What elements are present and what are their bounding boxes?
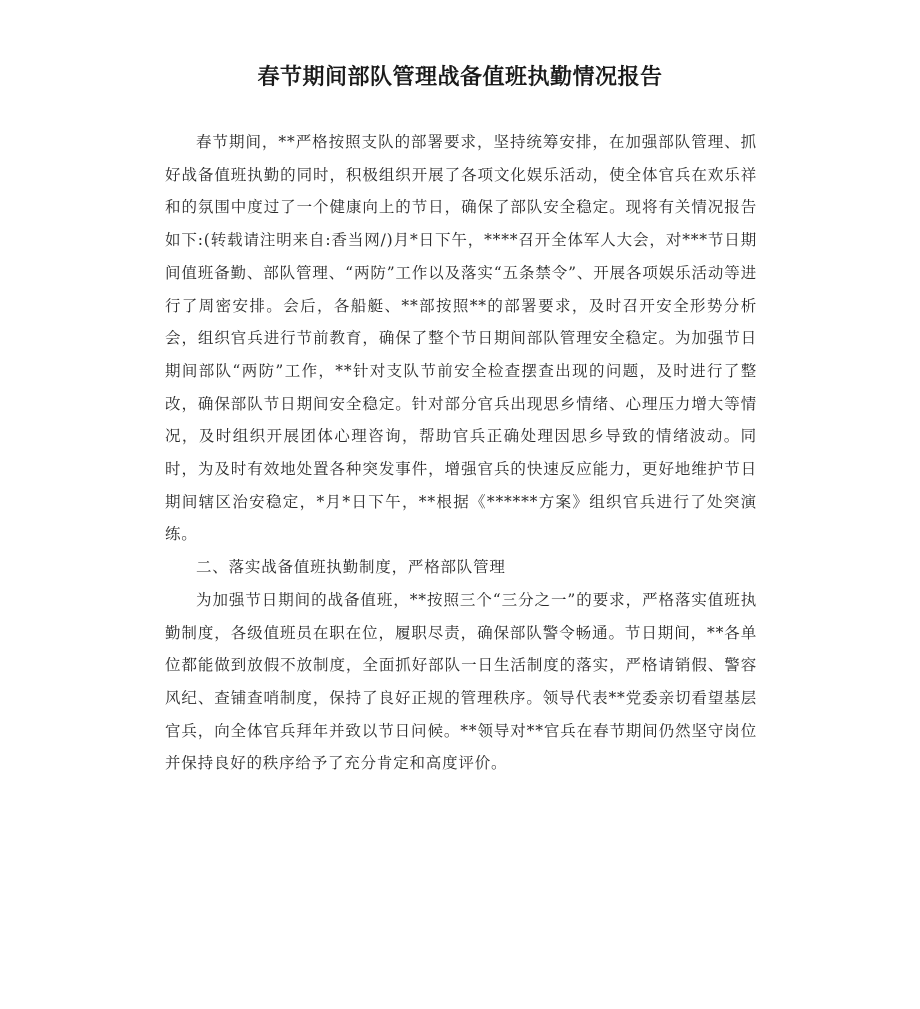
section-heading-2: 二、落实战备值班执勤制度，严格部队管理: [196, 558, 506, 577]
paragraph-intro: 春节期间，**严格按照支队的部署要求，坚持统筹安排，在加强部队管理、抓好战备值班执勤的同时，积极组织开展了各项文化娱乐活动，使全体官兵在欢乐祥和的氛围中度过了一个健康向上的节日，确保了部队安全稳定。现将有关情况报告如下:(转载请注明来自:香当网/)月*日下午，****召开全体军人大会，对***节日期间值班备勤、部队管理、“两防”工作以及落实“五条禁令”、开展各项娱乐活动等进行了周密安排。会后，各船艇、**部按照**的部署要求，及时召开安全形势分析会，组织官兵进行节前教育，确保了整个节日期间部队管理安全稳定。为加强节日期间部队“两防”工作，**针对支队节前安全检查摆查出现的问题，及时进行了整改，确保部队节日期间安全稳定。针对部分官兵出现思乡情绪、心理压力增大等情况，及时组织开展团体心理咨询，帮助官兵正确处理因思乡导致的情绪波动。同时，为及时有效地处置各种突发事件，增强官兵的快速反应能力，更好地维护节日期间辖区治安稳定，*月*日下午，**根据《******方案》组织官兵进行了处突演练。: [165, 133, 757, 544]
document-body: [165, 126, 757, 780]
paragraph-section-2: 为加强节日期间的战备值班，**按照三个“三分之一”的要求，严格落实值班执勤制度，各级值班员在职在位，履职尽责，确保部队警令畅通。节日期间，**各单位都能做到放假不放制度，全面抓好部队一日生活制度的落实，严格请销假、警容风纪、查铺查哨制度，保持了良好正规的管理秩序。领导代表**党委亲切看望基层官兵，向全体官兵拜年并致以节日问候。**领导对**官兵在春节期间仍然坚守岗位并保持良好的秩序给予了充分肯定和高度评价。: [165, 590, 757, 773]
document-title: 春节期间部队管理战备值班执勤情况报告: [257, 65, 663, 90]
